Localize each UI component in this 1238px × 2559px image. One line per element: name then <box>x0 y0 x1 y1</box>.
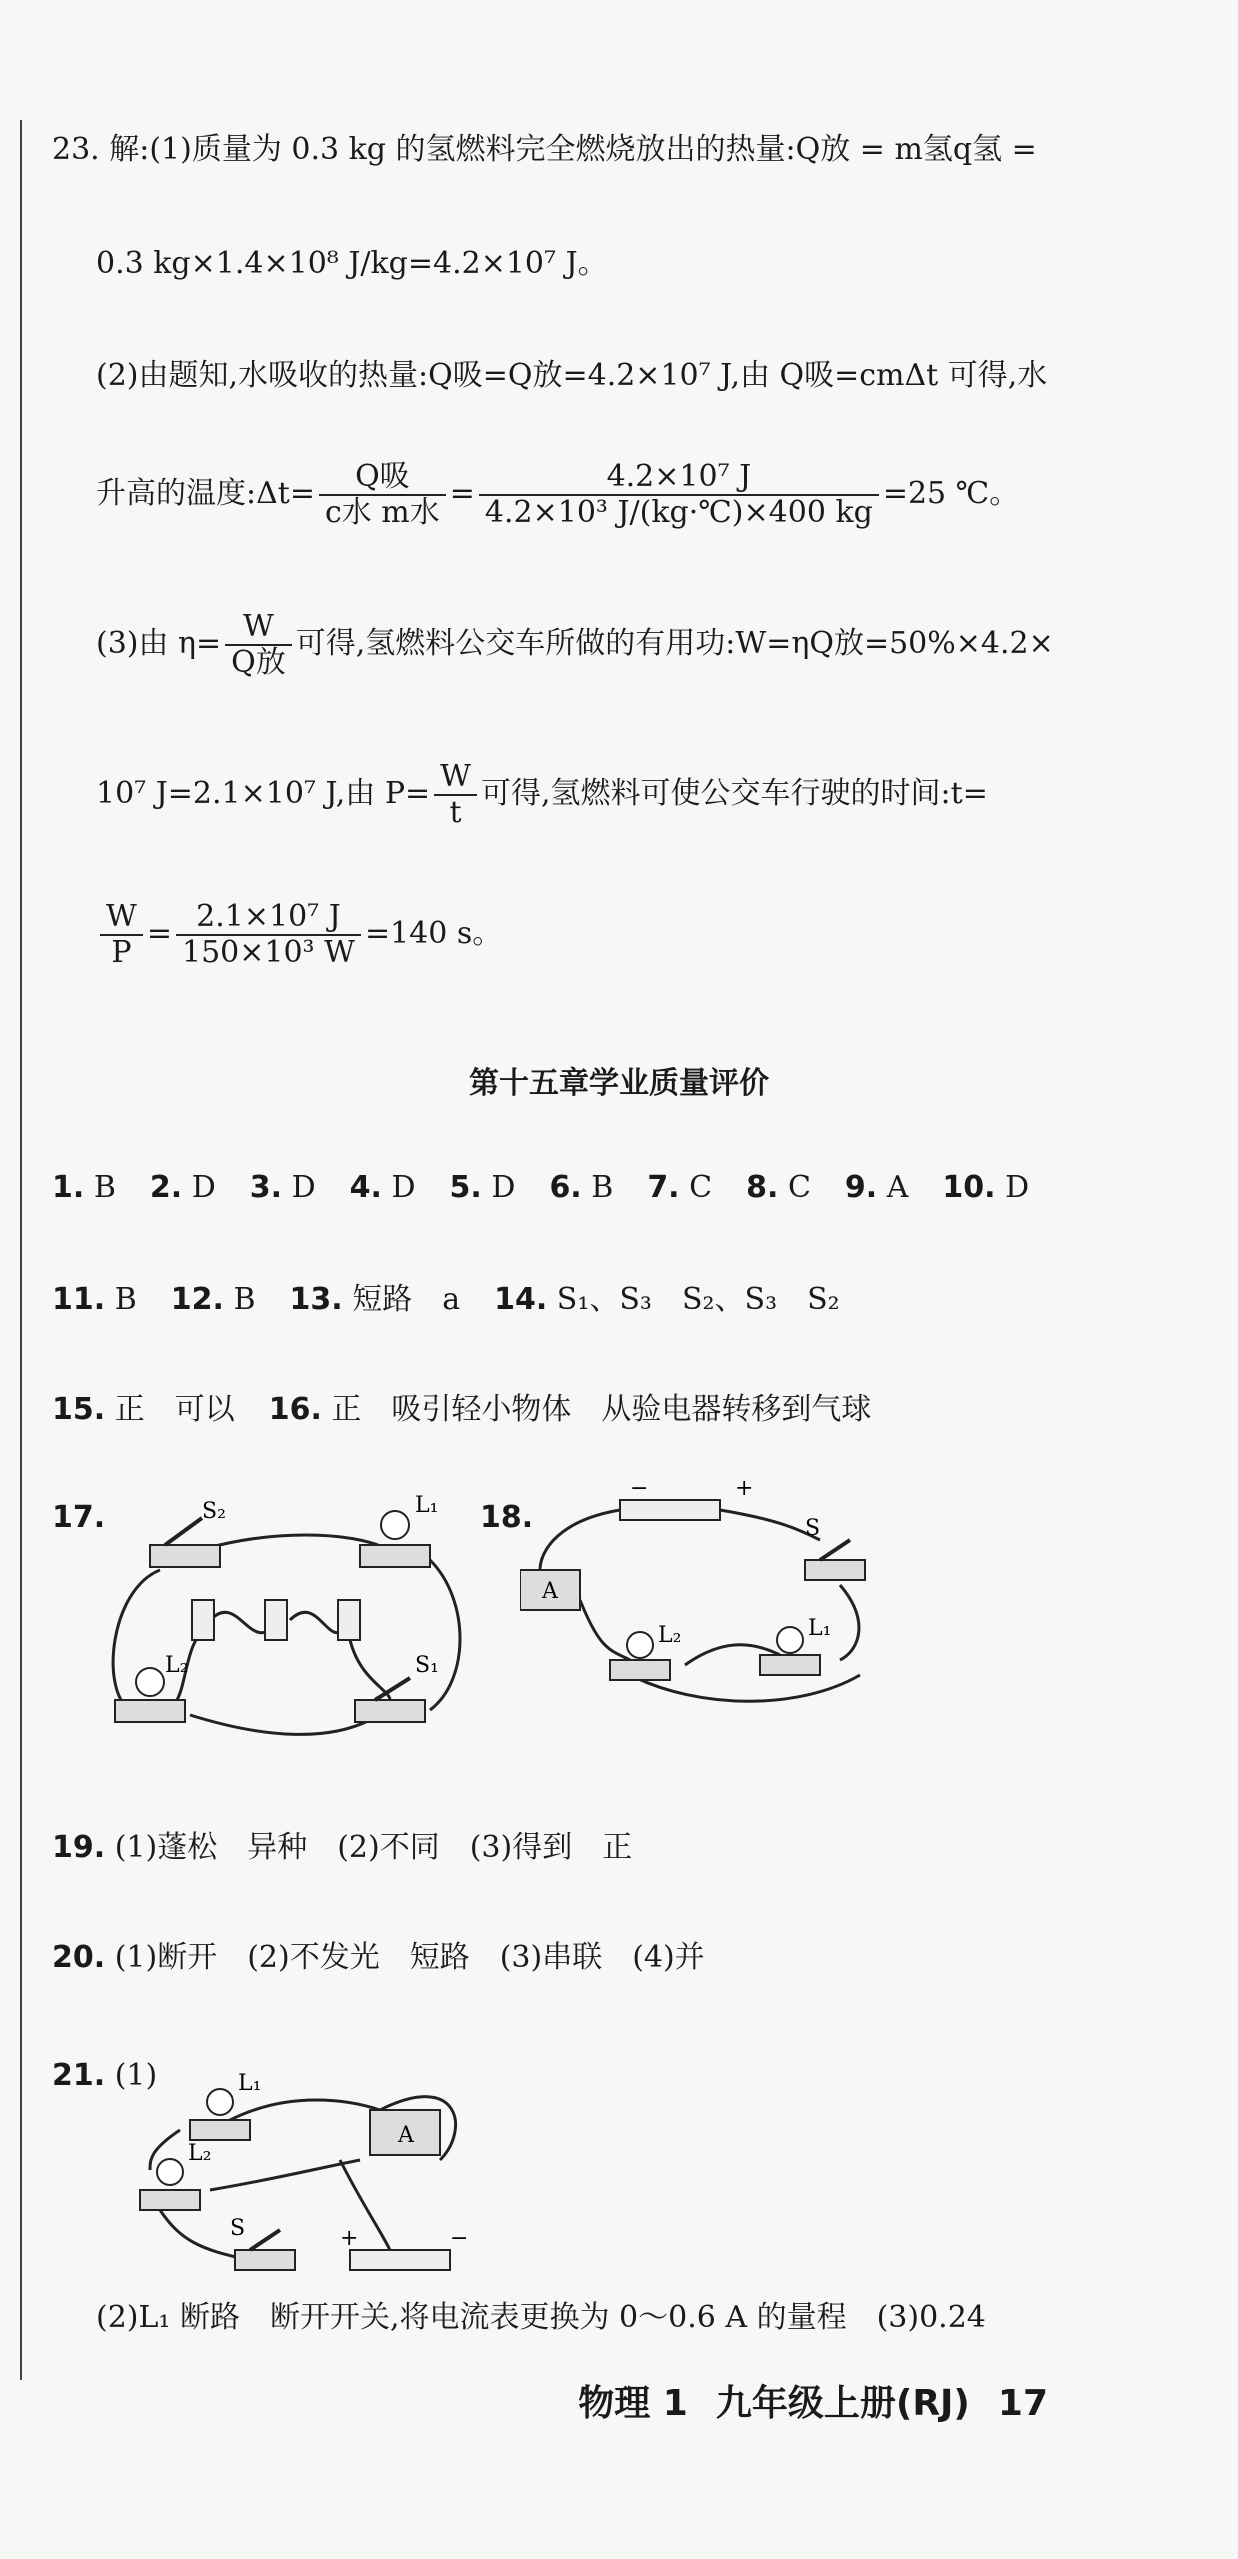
q23-line4-prefix: 升高的温度:Δt= <box>96 476 315 511</box>
answer-item <box>549 1170 613 1205</box>
answers-row-3 <box>52 1392 905 1428</box>
answer-number: 16. <box>268 1392 322 1427</box>
battery-icon <box>350 2250 450 2270</box>
switch-s2-icon <box>150 1518 220 1567</box>
battery-icon <box>620 1500 720 1520</box>
answer-number: 5. <box>449 1170 482 1205</box>
label-l2: L₂ <box>658 1623 682 1648</box>
bulb-l1-icon <box>360 1511 430 1567</box>
answer-item <box>494 1282 840 1317</box>
answer-value: D <box>191 1170 216 1205</box>
q23-line1: 23. 解:(1)质量为 0.3 kg 的氢燃料完全燃烧放出的热量:Q放 = m氢q氢 = <box>52 132 1037 167</box>
q23-line5-suffix: 可得,氢燃料公交车所做的有用功:W=ηQ放=50%×4.2× <box>295 626 1054 661</box>
answer-number: 11. <box>52 1282 106 1317</box>
answers-row-2 <box>52 1282 874 1318</box>
answer-number: 1. <box>52 1170 85 1205</box>
label-l1: L₁ <box>415 1493 439 1518</box>
q21-number: 21. <box>52 2058 106 2093</box>
q23-line3: (2)由题知,水吸收的热量:Q吸=Q放=4.2×10⁷ J,由 Q吸=cmΔt 可得,水 <box>96 358 1048 393</box>
fraction <box>319 460 446 530</box>
frac-numerator: 4.2×10⁷ J <box>479 460 879 496</box>
label-minus: − <box>450 2226 469 2251</box>
answer-value: B <box>591 1170 614 1205</box>
page-number: 17 <box>997 2383 1048 2424</box>
q23-line2: 0.3 kg×1.4×10⁸ J/kg=4.2×10⁷ J。 <box>96 246 608 281</box>
answer-item <box>942 1170 1029 1205</box>
answer-number: 7. <box>647 1170 680 1205</box>
answer-item <box>647 1170 712 1205</box>
q20-number: 20. <box>52 1940 106 1975</box>
footer-grade: 九年级上册(RJ) <box>715 2383 970 2424</box>
answer-number: 4. <box>349 1170 382 1205</box>
q23-line6 <box>96 760 988 830</box>
fraction <box>176 900 361 970</box>
q17-number: 17. <box>52 1500 106 1535</box>
frac-denominator: P <box>111 935 132 970</box>
fraction <box>225 610 292 680</box>
switch-s-icon <box>805 1540 865 1580</box>
label-minus: − <box>630 1480 649 1501</box>
section-title: 第十五章学业质量评价 <box>469 1066 769 1101</box>
answer-value: C <box>787 1170 811 1205</box>
label-s2: S₂ <box>202 1499 226 1524</box>
fraction <box>479 460 879 530</box>
answer-number: 15. <box>52 1392 106 1427</box>
label-l2: L₂ <box>188 2141 212 2166</box>
frac-denominator: 4.2×10³ J/(kg·℃)×400 kg <box>484 495 873 530</box>
margin-line <box>20 120 22 2380</box>
answer-value: 短路 a <box>352 1282 461 1317</box>
frac-numerator: 2.1×10⁷ J <box>176 900 361 936</box>
circuit-diagram-21 <box>120 2050 480 2290</box>
answer-number: 6. <box>549 1170 582 1205</box>
answer-number: 9. <box>844 1170 878 1205</box>
switch-s1-icon <box>355 1678 425 1722</box>
answer-number: 13. <box>289 1282 343 1317</box>
answer-item <box>450 1170 516 1205</box>
answer-number: 12. <box>170 1282 224 1317</box>
q20 <box>52 1940 705 1976</box>
q19 <box>52 1830 632 1866</box>
answer-value: 正 可以 <box>114 1392 235 1427</box>
q23-line4-suffix: =25 ℃。 <box>882 476 1020 511</box>
q23-line7-suffix: =140 s。 <box>364 916 503 951</box>
q23-line4: 升高的温度:Δt= $\frac{\text{Q吸}}{\text{c水 m水}}$ = $\frac{\text{4.2×10⁷ J}}{\text{4.2×10³ J/(kg·℃)×400 kg}}$ =25 ℃。 <box>96 459 1020 530</box>
label-plus: + <box>735 1480 754 1501</box>
answer-item <box>171 1282 256 1317</box>
answer-value: B <box>93 1170 116 1205</box>
q23-line7: $\frac{W}{P}$ = $\frac{\text{2.1×10⁷ J}}{\text{150×10³ W}}$ =140 s。 <box>96 900 502 970</box>
label-l1: L₁ <box>808 1616 832 1641</box>
label-s: S <box>230 2216 246 2241</box>
answer-value: D <box>491 1170 516 1205</box>
ammeter-icon <box>370 2110 440 2155</box>
q23-line6-prefix: 10⁷ J=2.1×10⁷ J,由 P= <box>96 776 431 811</box>
answers-row-1 <box>52 1170 1063 1206</box>
q20-text: (1)断开 (2)不发光 短路 (3)串联 (4)并 <box>114 1940 705 1975</box>
q18-number: 18. <box>480 1500 534 1535</box>
answer-number: 8. <box>746 1170 779 1205</box>
answer-item <box>52 1392 235 1427</box>
frac-numerator: W <box>434 760 477 796</box>
answer-value: A <box>886 1170 909 1205</box>
page-footer <box>550 2375 1048 2426</box>
ammeter-icon <box>520 1570 580 1610</box>
label-s: S <box>805 1516 821 1541</box>
answer-number: 2. <box>149 1170 183 1205</box>
answer-value: S₁、S₃ S₂、S₃ S₂ <box>556 1282 840 1317</box>
answer-item <box>350 1170 416 1205</box>
answer-item <box>52 1170 116 1205</box>
frac-denominator: 150×10³ W <box>181 935 355 970</box>
answer-item <box>150 1170 216 1205</box>
frac-numerator: W <box>225 610 292 646</box>
frac-denominator: c水 m水 <box>324 495 440 530</box>
label-plus: + <box>340 2226 359 2251</box>
answer-value: D <box>391 1170 416 1205</box>
label-l1: L₁ <box>238 2071 262 2096</box>
frac-denominator: t <box>449 795 462 830</box>
label-s1: S₁ <box>415 1653 439 1678</box>
q23-line5 <box>96 610 1054 680</box>
answer-item <box>290 1282 461 1317</box>
ammeter-label: A <box>398 2123 414 2148</box>
answer-item <box>746 1170 811 1205</box>
answer-item <box>250 1170 316 1205</box>
footer-subject: 物理 1 <box>578 2383 688 2424</box>
frac-denominator: Q放 <box>231 645 286 680</box>
circuit-diagram-18 <box>520 1480 900 1720</box>
answer-number: 14. <box>494 1282 548 1317</box>
answer-value: D <box>291 1170 316 1205</box>
q23-line6-suffix: 可得,氢燃料可使公交车行驶的时间:t= <box>481 776 988 811</box>
answer-number: 10. <box>942 1170 996 1205</box>
fraction <box>100 900 143 970</box>
q21-part: (1) <box>114 2058 158 2093</box>
battery-icon <box>192 1600 360 1640</box>
answer-value: B <box>233 1282 256 1317</box>
label-l2: L₂ <box>165 1653 189 1678</box>
circuit-diagram-17 <box>90 1490 490 1750</box>
answer-item <box>845 1170 909 1205</box>
q23-line5-prefix: (3)由 η= <box>96 626 222 661</box>
answer-item <box>52 1282 137 1317</box>
answer-value: 正 吸引轻小物体 从验电器转移到气球 <box>331 1392 872 1427</box>
fraction <box>434 760 477 830</box>
q19-number: 19. <box>52 1830 106 1865</box>
frac-numerator: Q吸 <box>319 460 446 496</box>
answer-item <box>269 1392 872 1427</box>
answer-value: B <box>114 1282 137 1317</box>
q19-text: (1)蓬松 异种 (2)不同 (3)得到 正 <box>114 1830 633 1865</box>
answer-value: C <box>689 1170 713 1205</box>
answer-value: D <box>1005 1170 1030 1205</box>
answer-number: 3. <box>249 1170 283 1205</box>
frac-numerator: W <box>100 900 143 936</box>
ammeter-label: A <box>542 1579 558 1604</box>
q21-part2: (2)L₁ 断路 断开开关,将电流表更换为 0～0.6 A 的量程 (3)0.24 <box>96 2300 986 2335</box>
